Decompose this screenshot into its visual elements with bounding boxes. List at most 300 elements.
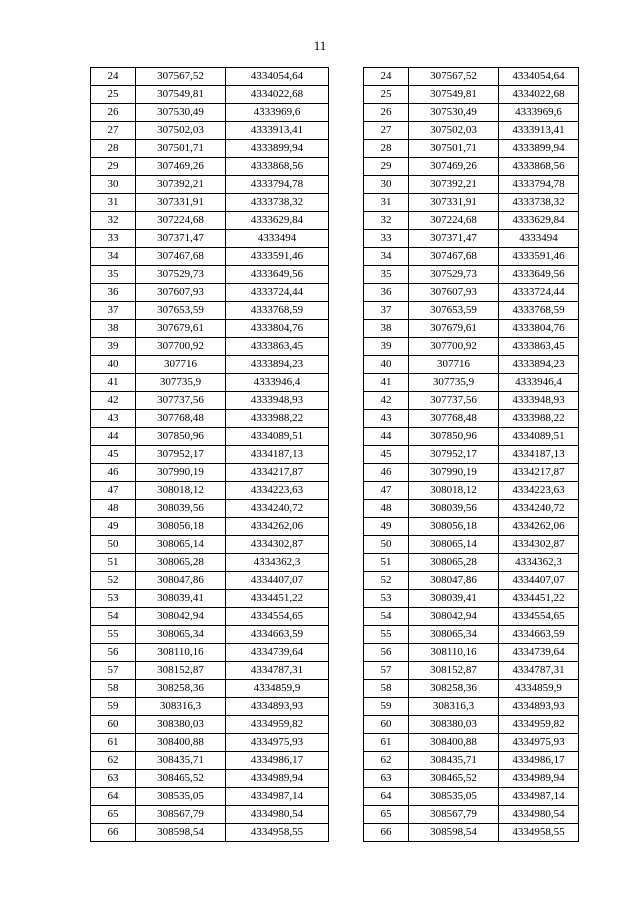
- point-number-cell: 53: [364, 590, 409, 608]
- x-coordinate-cell: 308018,12: [409, 482, 499, 500]
- y-coordinate-cell: 4333913,41: [499, 122, 579, 140]
- x-coordinate-cell: 307607,93: [136, 284, 226, 302]
- y-coordinate-cell: 4333863,45: [226, 338, 329, 356]
- table-row: [91, 608, 329, 626]
- y-coordinate-cell: 4333948,93: [226, 392, 329, 410]
- x-coordinate-cell: 308152,87: [409, 662, 499, 680]
- y-coordinate-cell: 4333946,4: [226, 374, 329, 392]
- x-coordinate-cell: 307392,21: [409, 176, 499, 194]
- point-number-cell: 26: [91, 104, 136, 122]
- x-coordinate-cell: 307737,56: [136, 392, 226, 410]
- y-coordinate-cell: 4334859,9: [499, 680, 579, 698]
- point-number-cell: 32: [91, 212, 136, 230]
- y-coordinate-cell: 4333724,44: [499, 284, 579, 302]
- table-row: [364, 158, 579, 176]
- y-coordinate-cell: 4334987,14: [226, 788, 329, 806]
- x-coordinate-cell: 308400,88: [136, 734, 226, 752]
- table-row: [364, 644, 579, 662]
- point-number-cell: 32: [364, 212, 409, 230]
- y-coordinate-cell: 4333494: [226, 230, 329, 248]
- point-number-cell: 45: [364, 446, 409, 464]
- x-coordinate-cell: 307502,03: [409, 122, 499, 140]
- point-number-cell: 52: [364, 572, 409, 590]
- x-coordinate-cell: 307607,93: [409, 284, 499, 302]
- y-coordinate-cell: 4334989,94: [499, 770, 579, 788]
- x-coordinate-cell: 307735,9: [136, 374, 226, 392]
- x-coordinate-cell: 308056,18: [409, 518, 499, 536]
- table-row: [91, 428, 329, 446]
- x-coordinate-cell: 307331,91: [136, 194, 226, 212]
- y-coordinate-cell: 4333804,76: [499, 320, 579, 338]
- table-row: [91, 680, 329, 698]
- x-coordinate-cell: 307850,96: [409, 428, 499, 446]
- x-coordinate-cell: 307990,19: [409, 464, 499, 482]
- x-coordinate-cell: 308110,16: [409, 644, 499, 662]
- point-number-cell: 25: [364, 86, 409, 104]
- point-number-cell: 28: [91, 140, 136, 158]
- x-coordinate-cell: 308380,03: [136, 716, 226, 734]
- point-number-cell: 29: [91, 158, 136, 176]
- y-coordinate-cell: 4334739,64: [499, 644, 579, 662]
- point-number-cell: 64: [91, 788, 136, 806]
- x-coordinate-cell: 307952,17: [409, 446, 499, 464]
- y-coordinate-cell: 4333649,56: [226, 266, 329, 284]
- y-coordinate-cell: 4334240,72: [499, 500, 579, 518]
- point-number-cell: 47: [91, 482, 136, 500]
- table-row: [364, 500, 579, 518]
- point-number-cell: 31: [364, 194, 409, 212]
- y-coordinate-cell: 4334054,64: [499, 68, 579, 86]
- x-coordinate-cell: 308598,54: [409, 824, 499, 842]
- x-coordinate-cell: 307653,59: [136, 302, 226, 320]
- table-row: [91, 122, 329, 140]
- x-coordinate-cell: 307567,52: [136, 68, 226, 86]
- point-number-cell: 42: [91, 392, 136, 410]
- point-number-cell: 47: [364, 482, 409, 500]
- table-row: [364, 446, 579, 464]
- x-coordinate-cell: 307735,9: [409, 374, 499, 392]
- y-coordinate-cell: 4334362,3: [499, 554, 579, 572]
- y-coordinate-cell: 4333794,78: [499, 176, 579, 194]
- table-row: [364, 104, 579, 122]
- table-row: [91, 572, 329, 590]
- point-number-cell: 45: [91, 446, 136, 464]
- y-coordinate-cell: 4333946,4: [499, 374, 579, 392]
- y-coordinate-cell: 4334262,06: [226, 518, 329, 536]
- point-number-cell: 65: [91, 806, 136, 824]
- point-number-cell: 63: [91, 770, 136, 788]
- y-coordinate-cell: 4334554,65: [499, 608, 579, 626]
- point-number-cell: 56: [91, 644, 136, 662]
- point-number-cell: 65: [364, 806, 409, 824]
- point-number-cell: 50: [91, 536, 136, 554]
- table-row: [91, 482, 329, 500]
- point-number-cell: 62: [364, 752, 409, 770]
- table-row: [91, 248, 329, 266]
- x-coordinate-cell: 307990,19: [136, 464, 226, 482]
- x-coordinate-cell: 307653,59: [409, 302, 499, 320]
- x-coordinate-cell: 308039,41: [409, 590, 499, 608]
- y-coordinate-cell: 4333591,46: [226, 248, 329, 266]
- y-coordinate-cell: 4334362,3: [226, 554, 329, 572]
- y-coordinate-cell: 4334451,22: [499, 590, 579, 608]
- point-number-cell: 26: [364, 104, 409, 122]
- y-coordinate-cell: 4334187,13: [226, 446, 329, 464]
- point-number-cell: 41: [364, 374, 409, 392]
- y-coordinate-cell: 4334022,68: [226, 86, 329, 104]
- y-coordinate-cell: 4334554,65: [226, 608, 329, 626]
- table-row: [91, 194, 329, 212]
- point-number-cell: 27: [91, 122, 136, 140]
- x-coordinate-cell: 307224,68: [409, 212, 499, 230]
- y-coordinate-cell: 4334407,07: [499, 572, 579, 590]
- x-coordinate-cell: 307529,73: [409, 266, 499, 284]
- point-number-cell: 40: [91, 356, 136, 374]
- table-row: [364, 410, 579, 428]
- table-row: [364, 140, 579, 158]
- point-number-cell: 35: [364, 266, 409, 284]
- y-coordinate-cell: 4333913,41: [226, 122, 329, 140]
- y-coordinate-cell: 4333629,84: [226, 212, 329, 230]
- x-coordinate-cell: 307700,92: [136, 338, 226, 356]
- point-number-cell: 37: [91, 302, 136, 320]
- table-row: [91, 734, 329, 752]
- y-coordinate-cell: 4334223,63: [499, 482, 579, 500]
- y-coordinate-cell: 4334787,31: [499, 662, 579, 680]
- table-row: [364, 662, 579, 680]
- y-coordinate-cell: 4333988,22: [226, 410, 329, 428]
- point-number-cell: 61: [364, 734, 409, 752]
- table-row: [91, 86, 329, 104]
- y-coordinate-cell: 4333948,93: [499, 392, 579, 410]
- x-coordinate-cell: 307716: [409, 356, 499, 374]
- y-coordinate-cell: 4333868,56: [499, 158, 579, 176]
- x-coordinate-cell: 307467,68: [409, 248, 499, 266]
- x-coordinate-cell: 307224,68: [136, 212, 226, 230]
- point-number-cell: 52: [91, 572, 136, 590]
- x-coordinate-cell: 308598,54: [136, 824, 226, 842]
- point-number-cell: 66: [91, 824, 136, 842]
- table-row: [91, 554, 329, 572]
- point-number-cell: 51: [364, 554, 409, 572]
- point-number-cell: 39: [91, 338, 136, 356]
- point-number-cell: 27: [364, 122, 409, 140]
- point-number-cell: 57: [91, 662, 136, 680]
- x-coordinate-cell: 307567,52: [409, 68, 499, 86]
- y-coordinate-cell: 4334217,87: [499, 464, 579, 482]
- y-coordinate-cell: 4333868,56: [226, 158, 329, 176]
- y-coordinate-cell: 4333738,32: [499, 194, 579, 212]
- table-row: [91, 500, 329, 518]
- x-coordinate-cell: 307467,68: [136, 248, 226, 266]
- y-coordinate-cell: 4334223,63: [226, 482, 329, 500]
- table-row: [364, 788, 579, 806]
- x-coordinate-cell: 308400,88: [409, 734, 499, 752]
- y-coordinate-cell: 4333591,46: [499, 248, 579, 266]
- table-row: [91, 590, 329, 608]
- point-number-cell: 33: [364, 230, 409, 248]
- point-number-cell: 30: [91, 176, 136, 194]
- point-number-cell: 36: [91, 284, 136, 302]
- table-row: [364, 122, 579, 140]
- point-number-cell: 30: [364, 176, 409, 194]
- table-row: [364, 68, 579, 86]
- point-number-cell: 31: [91, 194, 136, 212]
- table-row: [91, 626, 329, 644]
- point-number-cell: 61: [91, 734, 136, 752]
- table-row: [364, 302, 579, 320]
- table-row: [91, 338, 329, 356]
- y-coordinate-cell: 4334240,72: [226, 500, 329, 518]
- table-row: [364, 482, 579, 500]
- table-row: [91, 284, 329, 302]
- point-number-cell: 54: [364, 608, 409, 626]
- point-number-cell: 40: [364, 356, 409, 374]
- y-coordinate-cell: 4333794,78: [226, 176, 329, 194]
- point-number-cell: 46: [364, 464, 409, 482]
- x-coordinate-cell: 308065,28: [136, 554, 226, 572]
- point-number-cell: 48: [364, 500, 409, 518]
- x-coordinate-cell: 308042,94: [409, 608, 499, 626]
- coordinates-table-left: [90, 67, 329, 842]
- y-coordinate-cell: 4333969,6: [226, 104, 329, 122]
- point-number-cell: 33: [91, 230, 136, 248]
- point-number-cell: 54: [91, 608, 136, 626]
- point-number-cell: 55: [91, 626, 136, 644]
- y-coordinate-cell: 4334187,13: [499, 446, 579, 464]
- y-coordinate-cell: 4333724,44: [226, 284, 329, 302]
- x-coordinate-cell: 308465,52: [136, 770, 226, 788]
- x-coordinate-cell: 308042,94: [136, 608, 226, 626]
- point-number-cell: 44: [364, 428, 409, 446]
- table-row: [91, 320, 329, 338]
- table-row: [364, 680, 579, 698]
- y-coordinate-cell: 4333768,59: [499, 302, 579, 320]
- x-coordinate-cell: 308056,18: [136, 518, 226, 536]
- x-coordinate-cell: 307549,81: [136, 86, 226, 104]
- y-coordinate-cell: 4334893,93: [499, 698, 579, 716]
- point-number-cell: 39: [364, 338, 409, 356]
- table-row: [364, 590, 579, 608]
- table-row: [364, 554, 579, 572]
- y-coordinate-cell: 4333494: [499, 230, 579, 248]
- x-coordinate-cell: 308047,86: [136, 572, 226, 590]
- y-coordinate-cell: 4334022,68: [499, 86, 579, 104]
- table-row: [364, 284, 579, 302]
- point-number-cell: 59: [91, 698, 136, 716]
- x-coordinate-cell: 307501,71: [409, 140, 499, 158]
- table-row: [364, 770, 579, 788]
- point-number-cell: 60: [91, 716, 136, 734]
- point-number-cell: 43: [91, 410, 136, 428]
- table-row: [91, 698, 329, 716]
- point-number-cell: 55: [364, 626, 409, 644]
- point-number-cell: 44: [91, 428, 136, 446]
- y-coordinate-cell: 4334787,31: [226, 662, 329, 680]
- table-row: [91, 446, 329, 464]
- x-coordinate-cell: 307371,47: [409, 230, 499, 248]
- table-row: [91, 518, 329, 536]
- y-coordinate-cell: 4334663,59: [226, 626, 329, 644]
- point-number-cell: 60: [364, 716, 409, 734]
- table-row: [91, 302, 329, 320]
- table-row: [91, 788, 329, 806]
- x-coordinate-cell: 307679,61: [409, 320, 499, 338]
- y-coordinate-cell: 4334980,54: [226, 806, 329, 824]
- x-coordinate-cell: 307529,73: [136, 266, 226, 284]
- point-number-cell: 63: [364, 770, 409, 788]
- table-row: [364, 698, 579, 716]
- y-coordinate-cell: 4334986,17: [226, 752, 329, 770]
- point-number-cell: 28: [364, 140, 409, 158]
- point-number-cell: 41: [91, 374, 136, 392]
- point-number-cell: 35: [91, 266, 136, 284]
- point-number-cell: 38: [364, 320, 409, 338]
- point-number-cell: 42: [364, 392, 409, 410]
- table-row: [364, 608, 579, 626]
- y-coordinate-cell: 4334217,87: [226, 464, 329, 482]
- x-coordinate-cell: 307469,26: [136, 158, 226, 176]
- y-coordinate-cell: 4334663,59: [499, 626, 579, 644]
- x-coordinate-cell: 307716: [136, 356, 226, 374]
- x-coordinate-cell: 307700,92: [409, 338, 499, 356]
- x-coordinate-cell: 308535,05: [409, 788, 499, 806]
- x-coordinate-cell: 307549,81: [409, 86, 499, 104]
- table-row: [364, 212, 579, 230]
- table-row: [91, 230, 329, 248]
- y-coordinate-cell: 4333894,23: [226, 356, 329, 374]
- x-coordinate-cell: 307530,49: [409, 104, 499, 122]
- table-row: [364, 86, 579, 104]
- y-coordinate-cell: 4334959,82: [499, 716, 579, 734]
- x-coordinate-cell: 307469,26: [409, 158, 499, 176]
- table-row: [91, 356, 329, 374]
- x-coordinate-cell: 308258,36: [409, 680, 499, 698]
- coordinates-table-right-body: [364, 68, 579, 842]
- table-row: [364, 320, 579, 338]
- table-row: [364, 806, 579, 824]
- x-coordinate-cell: 308065,34: [136, 626, 226, 644]
- point-number-cell: 25: [91, 86, 136, 104]
- table-row: [91, 662, 329, 680]
- x-coordinate-cell: 308039,56: [136, 500, 226, 518]
- page-number: 11: [313, 38, 327, 53]
- table-row: [91, 158, 329, 176]
- table-row: [91, 716, 329, 734]
- point-number-cell: 48: [91, 500, 136, 518]
- point-number-cell: 29: [364, 158, 409, 176]
- table-row: [91, 644, 329, 662]
- point-number-cell: 50: [364, 536, 409, 554]
- table-row: [91, 212, 329, 230]
- table-row: [364, 356, 579, 374]
- y-coordinate-cell: 4334451,22: [226, 590, 329, 608]
- y-coordinate-cell: 4333899,94: [499, 140, 579, 158]
- y-coordinate-cell: 4334089,51: [226, 428, 329, 446]
- x-coordinate-cell: 307530,49: [136, 104, 226, 122]
- x-coordinate-cell: 308380,03: [409, 716, 499, 734]
- table-row: [364, 194, 579, 212]
- coordinates-table-right: [363, 67, 579, 842]
- y-coordinate-cell: 4334302,87: [226, 536, 329, 554]
- y-coordinate-cell: 4334302,87: [499, 536, 579, 554]
- point-number-cell: 37: [364, 302, 409, 320]
- x-coordinate-cell: 307768,48: [409, 410, 499, 428]
- table-row: [91, 536, 329, 554]
- x-coordinate-cell: 308039,56: [409, 500, 499, 518]
- table-row: [91, 464, 329, 482]
- x-coordinate-cell: 308065,28: [409, 554, 499, 572]
- x-coordinate-cell: 308316,3: [136, 698, 226, 716]
- y-coordinate-cell: 4334893,93: [226, 698, 329, 716]
- table-row: [91, 392, 329, 410]
- x-coordinate-cell: 307502,03: [136, 122, 226, 140]
- point-number-cell: 38: [91, 320, 136, 338]
- y-coordinate-cell: 4333969,6: [499, 104, 579, 122]
- table-row: [364, 374, 579, 392]
- point-number-cell: 57: [364, 662, 409, 680]
- table-row: [91, 806, 329, 824]
- point-number-cell: 64: [364, 788, 409, 806]
- table-row: [91, 374, 329, 392]
- table-row: [91, 266, 329, 284]
- y-coordinate-cell: 4334975,93: [499, 734, 579, 752]
- point-number-cell: 46: [91, 464, 136, 482]
- table-row: [364, 464, 579, 482]
- table-row: [364, 428, 579, 446]
- y-coordinate-cell: 4333768,59: [226, 302, 329, 320]
- y-coordinate-cell: 4333899,94: [226, 140, 329, 158]
- x-coordinate-cell: 307371,47: [136, 230, 226, 248]
- point-number-cell: 53: [91, 590, 136, 608]
- y-coordinate-cell: 4334958,55: [499, 824, 579, 842]
- x-coordinate-cell: 308018,12: [136, 482, 226, 500]
- y-coordinate-cell: 4333738,32: [226, 194, 329, 212]
- x-coordinate-cell: 307392,21: [136, 176, 226, 194]
- y-coordinate-cell: 4333804,76: [226, 320, 329, 338]
- x-coordinate-cell: 308435,71: [409, 752, 499, 770]
- y-coordinate-cell: 4333988,22: [499, 410, 579, 428]
- table-row: [91, 104, 329, 122]
- coordinates-table-left-body: [91, 68, 329, 842]
- table-row: [91, 68, 329, 86]
- y-coordinate-cell: 4334959,82: [226, 716, 329, 734]
- point-number-cell: 34: [91, 248, 136, 266]
- table-row: [364, 266, 579, 284]
- table-row: [91, 140, 329, 158]
- point-number-cell: 66: [364, 824, 409, 842]
- x-coordinate-cell: 308110,16: [136, 644, 226, 662]
- table-row: [364, 518, 579, 536]
- x-coordinate-cell: 308065,14: [409, 536, 499, 554]
- y-coordinate-cell: 4333863,45: [499, 338, 579, 356]
- y-coordinate-cell: 4334958,55: [226, 824, 329, 842]
- y-coordinate-cell: 4333894,23: [499, 356, 579, 374]
- point-number-cell: 43: [364, 410, 409, 428]
- x-coordinate-cell: 308435,71: [136, 752, 226, 770]
- x-coordinate-cell: 307850,96: [136, 428, 226, 446]
- point-number-cell: 56: [364, 644, 409, 662]
- table-row: [91, 770, 329, 788]
- x-coordinate-cell: 308039,41: [136, 590, 226, 608]
- point-number-cell: 36: [364, 284, 409, 302]
- table-row: [364, 536, 579, 554]
- table-row: [364, 572, 579, 590]
- x-coordinate-cell: 308047,86: [409, 572, 499, 590]
- y-coordinate-cell: 4334980,54: [499, 806, 579, 824]
- y-coordinate-cell: 4334859,9: [226, 680, 329, 698]
- point-number-cell: 62: [91, 752, 136, 770]
